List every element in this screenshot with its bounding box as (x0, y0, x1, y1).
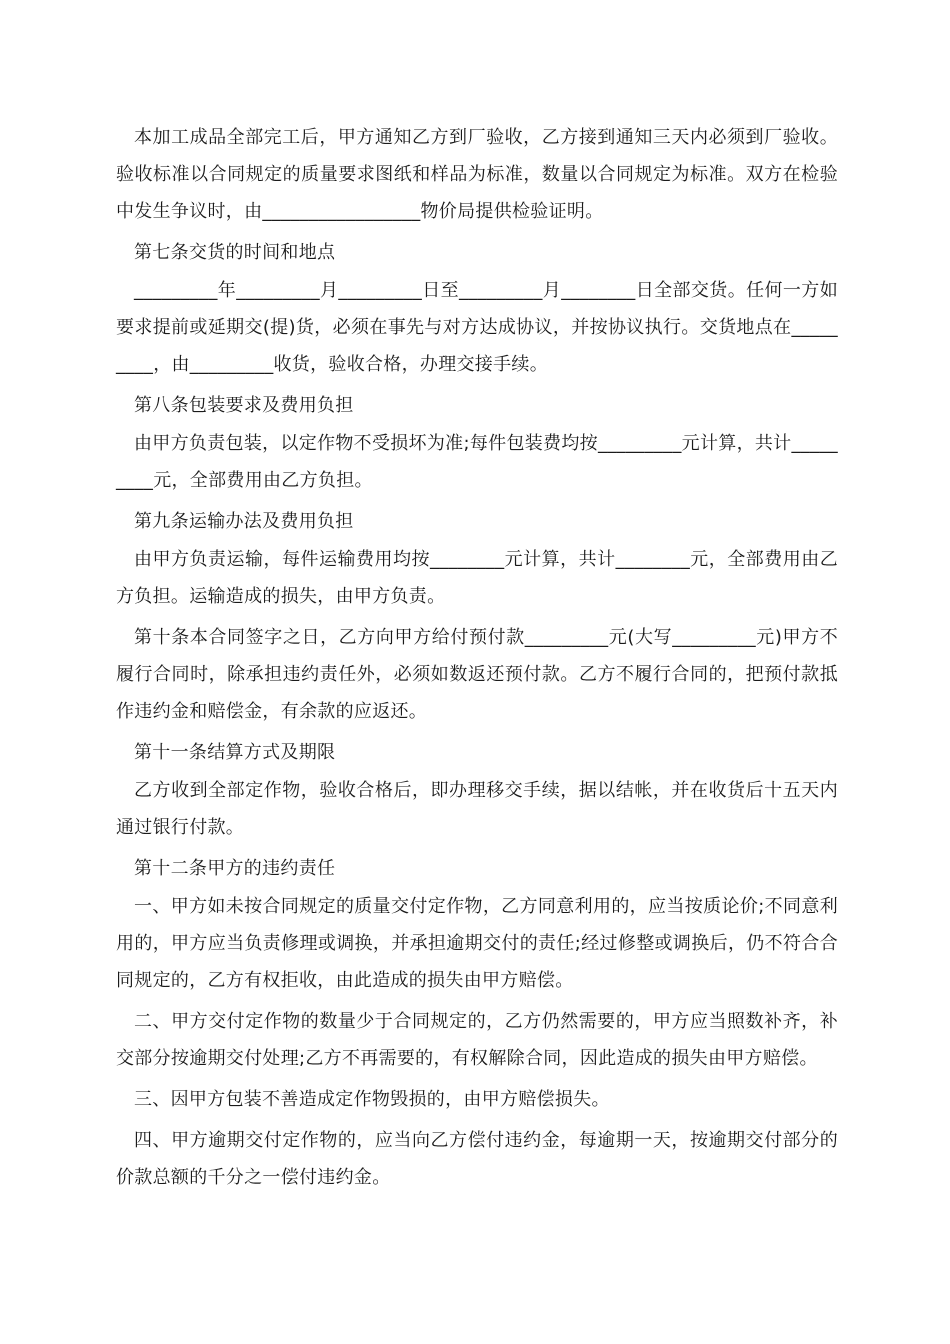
paragraph-acceptance: 本加工成品全部完工后，甲方通知乙方到厂验收，乙方接到通知三天内必须到厂验收。验收标准以合同规定的质量要求图纸和样品为标准，数量以合同规定为标准。双方在检验中发生争议时，由_________________物价局提供检验证明。 (116, 127, 838, 222)
paragraph-liability-2: 二、甲方交付定作物的数量少于合同规定的，乙方仍然需要的，甲方应当照数补齐，补交部分按逾期交付处理;乙方不再需要的，有权解除合同，因此造成的损失由甲方赔偿。 (116, 1011, 838, 1069)
paragraph-liability-1: 一、甲方如未按合同规定的质量交付定作物，乙方同意利用的，应当按质论价;不同意利用的，甲方应当负责修理或调换，并承担逾期交付的责任;经过修整或调换后，仍不符合合同规定的，乙方有权拒收，由此造成的损失由甲方赔偿。 (116, 896, 838, 991)
paragraph-liability-4: 四、甲方逾期交付定作物的，应当向乙方偿付违约金，每逾期一天，按逾期交付部分的价款总额的千分之一偿付违约金。 (116, 1130, 838, 1188)
paragraph-liability-3: 三、因甲方包装不善造成定作物毁损的，由甲方赔偿损失。 (134, 1089, 610, 1110)
heading-article-11: 第十一条结算方式及期限 (134, 742, 336, 763)
paragraph-settlement: 乙方收到全部定作物，验收合格后，即办理移交手续，据以结帐，并在收货后十五天内通过银行付款。 (116, 780, 838, 838)
heading-article-8: 第八条包装要求及费用负担 (134, 395, 354, 416)
paragraph-packaging: 由甲方负责包装，以定作物不受损坏为准;每件包装费均按_________元计算，共计_________元，全部费用由乙方负担。 (116, 433, 838, 491)
document-page (116, 119, 838, 1200)
heading-article-7: 第七条交货的时间和地点 (134, 242, 336, 263)
heading-article-12: 第十二条甲方的违约责任 (134, 858, 336, 879)
paragraph-transport: 由甲方负责运输，每件运输费用均按________元计算，共计________元，全部费用由乙方负担。运输造成的损失，由甲方负责。 (116, 549, 838, 607)
paragraph-delivery-time-place: _________年_________月_________日至_________月________日全部交货。任何一方如要求提前或延期交(提)货，必须在事先与对方达成协议，并按协议执行。交货地点在_________，由_________收货，验收合格，办理交接手续。 (116, 280, 838, 375)
paragraph-article-10-prepayment: 第十条本合同签字之日，乙方向甲方给付预付款_________元(大写_________元)甲方不履行合同时，除承担违约责任外，必须如数返还预付款。乙方不履行合同的，把预付款抵作违约金和赔偿金，有余款的应返还。 (116, 627, 838, 722)
heading-article-9: 第九条运输办法及费用负担 (134, 511, 354, 532)
